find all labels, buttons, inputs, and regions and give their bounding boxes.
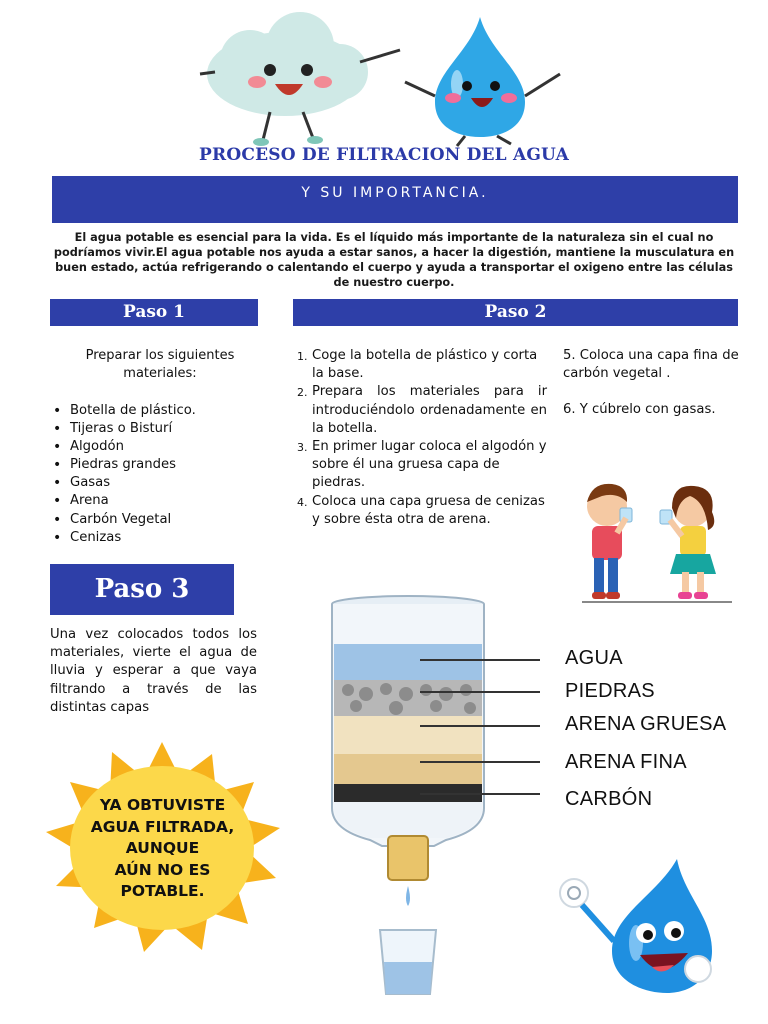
ok-drop-mascot-icon	[552, 855, 722, 995]
step-5: 5. Coloca una capa fina de carbón vegetal .	[563, 348, 739, 382]
step-item	[297, 438, 547, 493]
filter-label-carbon: CARBÓN	[565, 788, 653, 810]
filter-label-piedras: PIEDRAS	[565, 680, 655, 702]
paso-3-text: Una vez colocados todos los materiales, vierte el agua de lluvia y esperar a que vaya filtrando a través de las distintas capas	[50, 627, 257, 715]
step-number: 4.	[297, 495, 308, 509]
list-item: • Carbón Vegetal	[50, 511, 270, 529]
intro-paragraph: El agua potable es esencial para la vida. Es el líquido más importante de la naturaleza sin el cual no podríamos vivir.El agua potable nos ayuda a estar sanos, a hacer la digestión, mantiene la musculatura en buen estado, actúa refrigerando o calentando el cuerpo y ayuda a transportar el oxigeno entre las células de nuestro cuerpo.	[53, 231, 735, 289]
list-item: • Algodón	[50, 438, 270, 456]
sun-line: AUNQUE	[125, 839, 200, 857]
list-item: • Piedras grandes	[50, 456, 270, 474]
sun-line: POTABLE.	[120, 882, 205, 900]
step-6: 6. Y cúbrelo con gasas.	[563, 402, 716, 418]
step-item	[297, 383, 547, 438]
water-glass-icon	[380, 930, 436, 994]
sun-line: AÚN NO ES	[114, 860, 211, 879]
sun-line: AGUA FILTRADA,	[90, 817, 235, 836]
water-drop-mascot-icon	[405, 17, 560, 146]
steps-list	[297, 347, 547, 529]
filter-label-arena-gruesa: ARENA GRUESA	[565, 713, 727, 735]
filter-label-arena-fina: ARENA FINA	[565, 751, 687, 773]
materials-list	[50, 402, 270, 547]
paso-1-heading: Paso 1	[50, 299, 258, 326]
list-item: • Cenizas	[50, 529, 270, 547]
page-title: PROCESO DE FILTRACION DEL AGUA	[199, 145, 569, 165]
step-text: Prepara los materiales para ir introduciéndolo ordenadamente en la botella.	[312, 384, 547, 436]
subtitle-banner: Y SU IMPORTANCIA.	[52, 176, 738, 223]
list-item: • Gasas	[50, 474, 270, 492]
cloud-mascot-icon	[200, 12, 400, 146]
header-mascots	[195, 12, 575, 150]
kids-drinking-icon	[572, 478, 742, 608]
paso-2-heading: Paso 2	[293, 299, 738, 326]
steps-continued	[563, 347, 743, 438]
step-number: 1.	[297, 350, 308, 363]
sun-message	[70, 795, 255, 903]
list-item: • Tijeras o Bisturí	[50, 420, 270, 438]
list-item: • Arena	[50, 492, 270, 510]
step-item	[297, 347, 547, 383]
paso-1-lead: Preparar los siguientes materiales:	[85, 348, 235, 381]
list-item: • Botella de plástico.	[50, 402, 270, 420]
step-text: En primer lugar coloca el algodón y sobre él una gruesa capa de piedras.	[312, 439, 547, 491]
step-number: 3.	[297, 441, 308, 455]
step-number: 2.	[297, 386, 308, 400]
paso-3-heading: Paso 3	[50, 564, 234, 615]
sun-line: YA OBTUVISTE	[99, 796, 226, 814]
step-item	[297, 493, 547, 529]
filter-label-agua: AGUA	[565, 647, 623, 669]
step-text: Coloca una capa gruesa de cenizas y sobre ésta otra de arena.	[312, 493, 545, 527]
step-text: Coge la botella de plástico y corta la base.	[312, 348, 538, 382]
